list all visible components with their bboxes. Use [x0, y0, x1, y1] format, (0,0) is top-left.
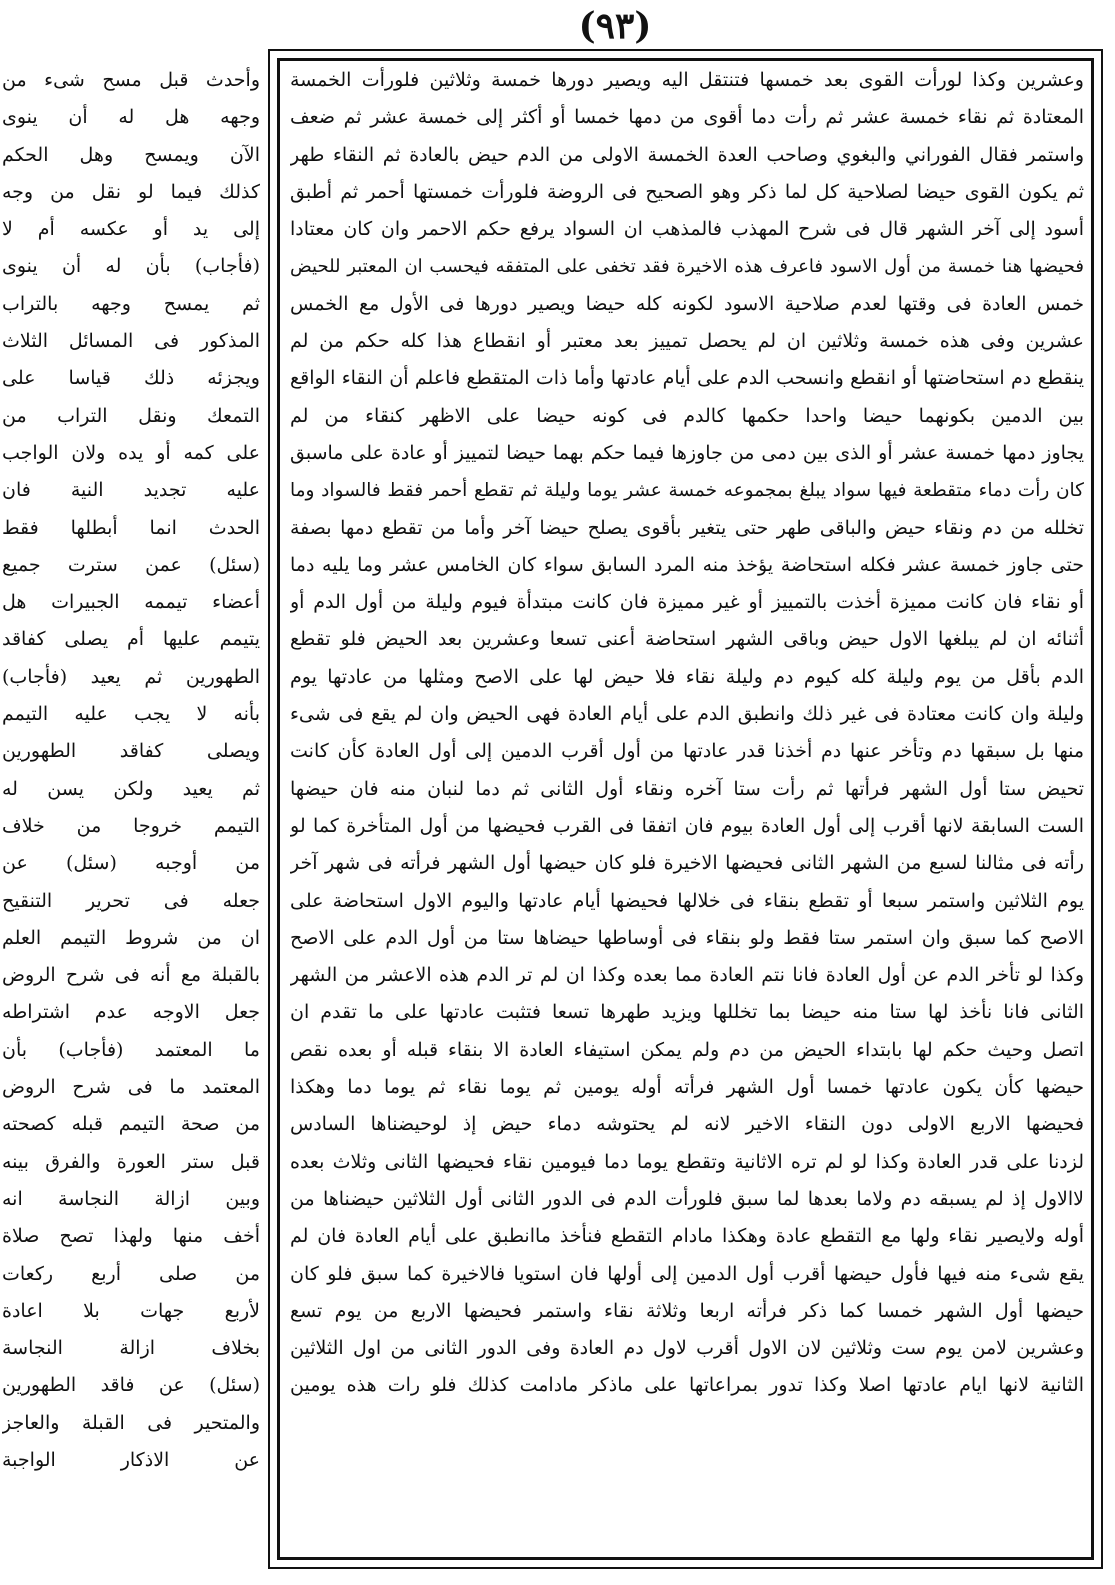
main-text-line: الثانية لانها ايام عادتها اصلا وكذا تدور بمراعاتها على ماذكر مادامت كذلك فلو رات هذه يومين [290, 1374, 1084, 1397]
main-text-line: ثم يكون القوى حيضا لصلاحية كل لما ذكر وهو الصحيح فى الروضة فلورأت خمستها أحمر ثم أطبق [290, 180, 1084, 203]
main-text-line: تحيض ستا أول الشهر فرأتها ثم رأت ستا آخره ونقاء أول الثانى ثم دما لنبان منه فان حيضها [290, 777, 1084, 800]
page-number: (٩٣) [578, 5, 652, 47]
margin-text-line: ويصلى كفاقد الطهورين [2, 740, 260, 763]
main-text-line: يجاوز دمها خمسة عشر أو الذى بين دمى من جاوزها فيما حكم بهما حيضا لتمييز أو عادة على ماسبق [290, 441, 1084, 464]
margin-text-line: ثم يمسح وجهه بالتراب [2, 292, 260, 315]
main-text-line: وكذا لو تأخر الدم عن أول العادة فانا نتم العادة مما بعده وكذا ان لم تر الدم هذه الاعشر من الشهر [290, 964, 1084, 987]
main-text-line: حيضها أول الشهر خمسا كما ذكر فرأته اربعا وثلاثة نقاء واستمر فحيضها الاربع من يوم تسع [290, 1299, 1084, 1322]
main-text-line: وعشرين وكذا لورأت القوى بعد خمسها فتنتقل اليه ويصير دورها خمسة وثلاثين فلورأت الخمسة [290, 69, 1084, 91]
margin-text-line: جعل الاوجه عدم اشتراطه [2, 1001, 260, 1024]
main-text-line: وليلة وان كانت معتادة فى غير ذلك وانطبق الدم على أيام العادة فهى الحيض وان لم يقع فى شىء [290, 703, 1084, 726]
margin-text-line: والمتحير فى القبلة والعاجز [2, 1411, 260, 1434]
main-text-line: واستمر فقال الفوراني والبغوي وصاحب العدة الخمسة الاولى من الدم حيض بالعادة ثم النقاء طهر [290, 143, 1084, 166]
main-text-line: بين الدمين بكونهما حيضا واحدا حكمها كالدم فى كونه حيضا على الاظهر كنقاء من لم [290, 404, 1084, 427]
main-text-line: اتصل وحيث حكم لها بابتداء الحيض من دم ولم يمكن استيفاء العادة الا بنقاء قبله أو بعده نقص [290, 1038, 1084, 1061]
main-text-line: الدم بأقل من يوم وليلة كله كيوم دم وليلة نقاء فلا حيض لها على الاصح ومثلها من عادتها يوم [290, 665, 1084, 688]
margin-text-column [2, 62, 260, 1556]
margin-text-line: التمعك ونقل التراب من [2, 404, 260, 427]
margin-text-line: يتيمم عليها أم يصلى كفاقد [2, 628, 260, 651]
margin-text-line: بالقبلة مع أنه فى شرح الروض [2, 964, 260, 987]
main-text-line: أوله ولايصير نقاء ولها مع التقطع عادة وهكذا مادام التقطع فنأخذ ماانطبق على أيام العادة فان لم [290, 1225, 1084, 1248]
main-text-line: حتى جاوز خمسة عشر فكله استحاضة يؤخذ منه المرد السابق سواء كان الخامس عشر وما يليه دما [290, 553, 1084, 576]
margin-text-line: ثم يعيد ولكن يسن له [2, 777, 260, 800]
main-text-line: أسود إلى آخر الشهر قال فى شرح المهذب فالمذهب ان السواد يرفع حكم الاحمر وان كان معتادا [290, 218, 1084, 241]
main-text-line: أو نقاء فان كانت مميزة أخذت بالتمييز أو غير مميزة فان كانت مبتدأة فيوم وليلة من أول الدم أو [290, 591, 1084, 614]
margin-text-line: أعضاء تيممه الجبيرات هل [2, 591, 260, 614]
margin-text-line: وجهه هل له أن ينوى [2, 106, 260, 129]
main-text-line: تخلله من دم ونقاء حيض والباقى طهر حتى يتغير بأقوى يصلح حيضا آخر وأما من تقطع دمها بصفة [290, 516, 1084, 539]
main-text-line: لاالاول إذ لم يسبقه دم ولاما بعدها لما سبق فلورأت الدم فى الدور الثانى أول الثلاثين حيضناها من [290, 1187, 1084, 1210]
margin-text-line: ما المعتمد (فأجاب) بأن [2, 1038, 260, 1061]
margin-text-line: من أوجبه (سئل) عن [2, 852, 260, 875]
main-text-line: فحيضها هنا خمسة من أول الاسود فاعرف هذه الاخيرة فقد تخفى على المتفقه فيحسب ان المعتبر للحيض [290, 256, 1084, 278]
main-text-line: أثنائه ان لم يبلغها الاول حيض وباقى الشهر استحاضة أعنى تسعا وعشرين بعد الحيض فلو تقطع [290, 628, 1084, 651]
margin-text-line: الطهورين ثم يعيد (فأجاب) [2, 665, 260, 688]
main-text-line: خمس العادة فى وقتها لعدم صلاحية الاسود لكونه كله حيضا ويصير دورها فى الأول مع الخمس [290, 292, 1084, 315]
margin-text-line: بأنه لا يجب عليه التيمم [2, 703, 260, 726]
main-text-line: فحيضها الاربع الاولى دون النقاء الاخير لانه لم يحتوشه دماء حيض إذ لوحيضناها السادس [290, 1113, 1084, 1136]
main-text-line: كان رأت دماء متقطعة فيها سواد يبلغ بمجموعه خمسة عشر يوما وليلة ثم تقطع أحمر فقط فالسواد وما [290, 480, 1084, 502]
main-text-line: عشرين وفى هذه خمسة وثلاثين ان لم يحصل تمييز بعد معتبر أو انقطاع هذا كله حكم من لم [290, 330, 1084, 353]
margin-text-line: عليه تجديد النية فان [2, 479, 260, 502]
main-text-line: المعتادة ثم نقاء خمسة عشر ثم رأت دما أقوى من دمها خمسا أو أكثر إلى خمسة عشر ثم ضعف [290, 106, 1084, 129]
margin-text-line: بخلاف ازالة النجاسة [2, 1337, 260, 1360]
main-text-line: حيضها كأن يكون عادتها خمسا أول الشهر فرأته أوله يومين ثم يوما نقاء ثم يوما دما وهكذا [290, 1076, 1084, 1099]
margin-text-line: وأحدث قبل مسح شىء من [2, 69, 260, 91]
margin-text-line: ويجزئه ذلك قياسا على [2, 367, 260, 390]
main-text-line: يقع شىء منه فيها فأول حيضها أقرب أول الدمين إلى أولها فان استويا فالاخيرة كما سبق فلو كان [290, 1262, 1084, 1285]
margin-text-line: من صحة التيمم قبله كصحته [2, 1113, 260, 1136]
main-text-line: الثانى فانا نأخذ لها ستا منه حيضا بما تخللها ويزيد طهرها تسعا فتثبت عادتها على ما تقدم ان [290, 1001, 1084, 1024]
main-text-line: يوم الثلاثين واستمر سبعا أو تقطع بنقاء فى خلالها فحيضها أيام عادتها واليوم الاول استحاضة على [290, 889, 1084, 912]
margin-text-line: التيمم خروجا من خلاف [2, 814, 260, 837]
main-text-column [290, 62, 1084, 1556]
margin-text-line: المعتمد ما فى شرح الروض [2, 1076, 260, 1099]
margin-text-line: على كمه أو يده ولان الواجب [2, 441, 260, 464]
margin-text-line: المذكور فى المسائل الثلاث [2, 330, 260, 353]
margin-text-line: (سئل) عمن سترت جميع [2, 553, 260, 576]
margin-text-line: أخف منها ولهذا تصح صلاة [2, 1225, 260, 1248]
margin-text-line: (سئل) عن فاقد الطهورين [2, 1374, 260, 1397]
main-text-line: منها بل سبقها دم وتأخر عنها دم أخذنا قدر عادتها من أول أقرب الدمين إلى أول العادة كأن كانت [290, 740, 1084, 763]
main-text-line: رأته فى مثالنا لسبع من الشهر الثانى فحيضها الاخيرة فلو كان حيضها أول الشهر فرأته فى شهر آخر [290, 852, 1084, 875]
main-text-line: لزدنا على قدر العادة وكذا لو لم تره الاثانية وتقطع يوما دما فيومين نقاء فحيضها الثانى وثلاث بعده [290, 1150, 1084, 1173]
main-text-line: الاصح كما سبق وان استمر ستا فقط ولو بنقاء فى أوساطها حيضاها ستا من أول الدم على الاصح [290, 926, 1084, 949]
margin-text-line: عن الاذكار الواجبة [2, 1448, 260, 1471]
margin-text-line: الحدث انما أبطلها فقط [2, 516, 260, 539]
margin-text-line: لأربع جهات بلا اعادة [2, 1299, 260, 1322]
margin-text-line: (فأجاب) بأن له أن ينوى [2, 255, 260, 278]
main-text-line: ينقطع دم استحاضتها أو انقطع وانسحب الدم على أيام عادتها وأما ذات المتقطع فاعلم أن النقاء الواقع [290, 367, 1084, 390]
margin-text-line: الآن ويمسح وهل الحكم [2, 143, 260, 166]
margin-text-line: جعله فى تحرير التنقيح [2, 889, 260, 912]
margin-text-line: كذلك فيما لو نقل من وجه [2, 180, 260, 203]
margin-text-line: ان من شروط التيمم العلم [2, 926, 260, 949]
margin-text-line: قبل ستر العورة والفرق بينه [2, 1150, 260, 1173]
main-text-line: الست السابقة لانها أقرب إلى أول العادة بيوم فان اتفقا فى القرب فحيضها من أول المتأخرة كما لو [290, 814, 1084, 837]
main-text-line: وعشرين لامن يوم ست وثلاثين لان الاول أقرب لاول دم العادة وفى الدور الثانى من اول الثلاثين [290, 1337, 1084, 1360]
margin-text-line: وبين ازالة النجاسة انه [2, 1187, 260, 1210]
margin-text-line: من صلى أربع ركعات [2, 1262, 260, 1285]
margin-text-line: إلى يد أو عكسه أم لا [2, 218, 260, 241]
